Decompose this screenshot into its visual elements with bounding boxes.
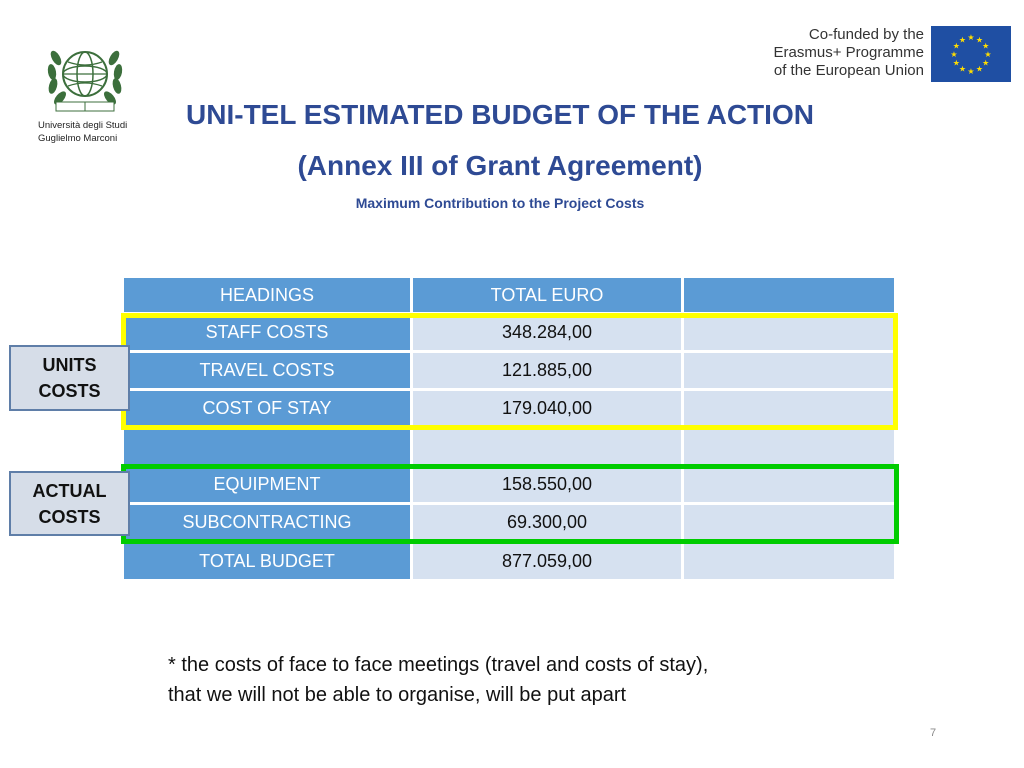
table-row-total-budget: 877.059,00 bbox=[413, 543, 681, 579]
table-header-empty bbox=[684, 278, 894, 312]
table-row-extra bbox=[684, 543, 894, 579]
units-costs-label bbox=[9, 345, 130, 411]
actual-costs-line1: ACTUAL bbox=[32, 480, 107, 501]
eu-flag-icon bbox=[931, 26, 1011, 82]
footnote bbox=[168, 650, 868, 710]
actual-costs-line2: COSTS bbox=[38, 506, 101, 527]
table-row-total: 158.550,00 bbox=[413, 467, 681, 502]
eu-cofunded-text bbox=[756, 26, 924, 80]
table-row-heading: EQUIPMENT bbox=[124, 467, 410, 502]
eu-star-icon: ★ bbox=[950, 50, 958, 59]
eu-star-icon: ★ bbox=[984, 50, 992, 59]
eu-cofunded-banner bbox=[756, 26, 1016, 84]
actual-costs-label bbox=[9, 471, 130, 536]
eu-star-icon: ★ bbox=[967, 33, 975, 42]
eu-star-icon: ★ bbox=[958, 64, 967, 74]
page-number: 7 bbox=[930, 727, 937, 739]
university-name-line1: Università degli Studi bbox=[38, 120, 128, 131]
eu-star-icon: ★ bbox=[958, 35, 967, 45]
table-row-extra bbox=[684, 429, 894, 464]
table-row-heading: STAFF COSTS bbox=[124, 315, 410, 350]
table-row-heading: TRAVEL COSTS bbox=[124, 353, 410, 388]
eu-star-icon: ★ bbox=[975, 35, 984, 45]
eu-star-icon: ★ bbox=[982, 41, 990, 51]
eu-star-icon: ★ bbox=[967, 67, 975, 76]
footnote-line2: that we will not be able to organise, will be put apart bbox=[168, 684, 627, 706]
eu-star-icon: ★ bbox=[982, 58, 990, 68]
footnote-line1: * the costs of face to face meetings (travel and costs of stay), bbox=[168, 654, 709, 676]
eu-star-icon: ★ bbox=[952, 58, 960, 68]
table-header-total-euro: TOTAL EURO bbox=[413, 278, 681, 312]
table-row-total bbox=[413, 429, 681, 464]
table-row-heading: COST OF STAY bbox=[124, 391, 410, 426]
university-name-line2: Guglielmo Marconi bbox=[38, 133, 118, 144]
page-title: UNI-TEL ESTIMATED BUDGET OF THE ACTION bbox=[186, 99, 814, 130]
table-row-total: 69.300,00 bbox=[413, 505, 681, 540]
table-row-total: 121.885,00 bbox=[413, 353, 681, 388]
table-row-heading: SUBCONTRACTING bbox=[124, 505, 410, 540]
page-title-annex: (Annex III of Grant Agreement) bbox=[297, 150, 703, 181]
table-row-total: 348.284,00 bbox=[413, 315, 681, 350]
units-costs-highlight bbox=[121, 313, 898, 430]
eu-text-line2: Erasmus+ Programme bbox=[773, 44, 924, 61]
units-costs-line1: UNITS bbox=[42, 355, 97, 375]
eu-star-icon: ★ bbox=[975, 64, 984, 74]
eu-star-icon: ★ bbox=[952, 41, 960, 51]
page-subtitle: Maximum Contribution to the Project Costs bbox=[355, 195, 645, 211]
eu-text-line3: of the European Union bbox=[773, 62, 924, 79]
units-costs-line2: COSTS bbox=[38, 381, 101, 401]
table-header-headings: HEADINGS bbox=[124, 278, 410, 312]
table-row-heading-total: TOTAL BUDGET bbox=[124, 543, 410, 579]
table-row-heading bbox=[124, 429, 410, 464]
eu-text-line1: Co-funded by the bbox=[808, 26, 924, 43]
actual-costs-highlight bbox=[121, 464, 899, 544]
table-row-total: 179.040,00 bbox=[413, 391, 681, 426]
